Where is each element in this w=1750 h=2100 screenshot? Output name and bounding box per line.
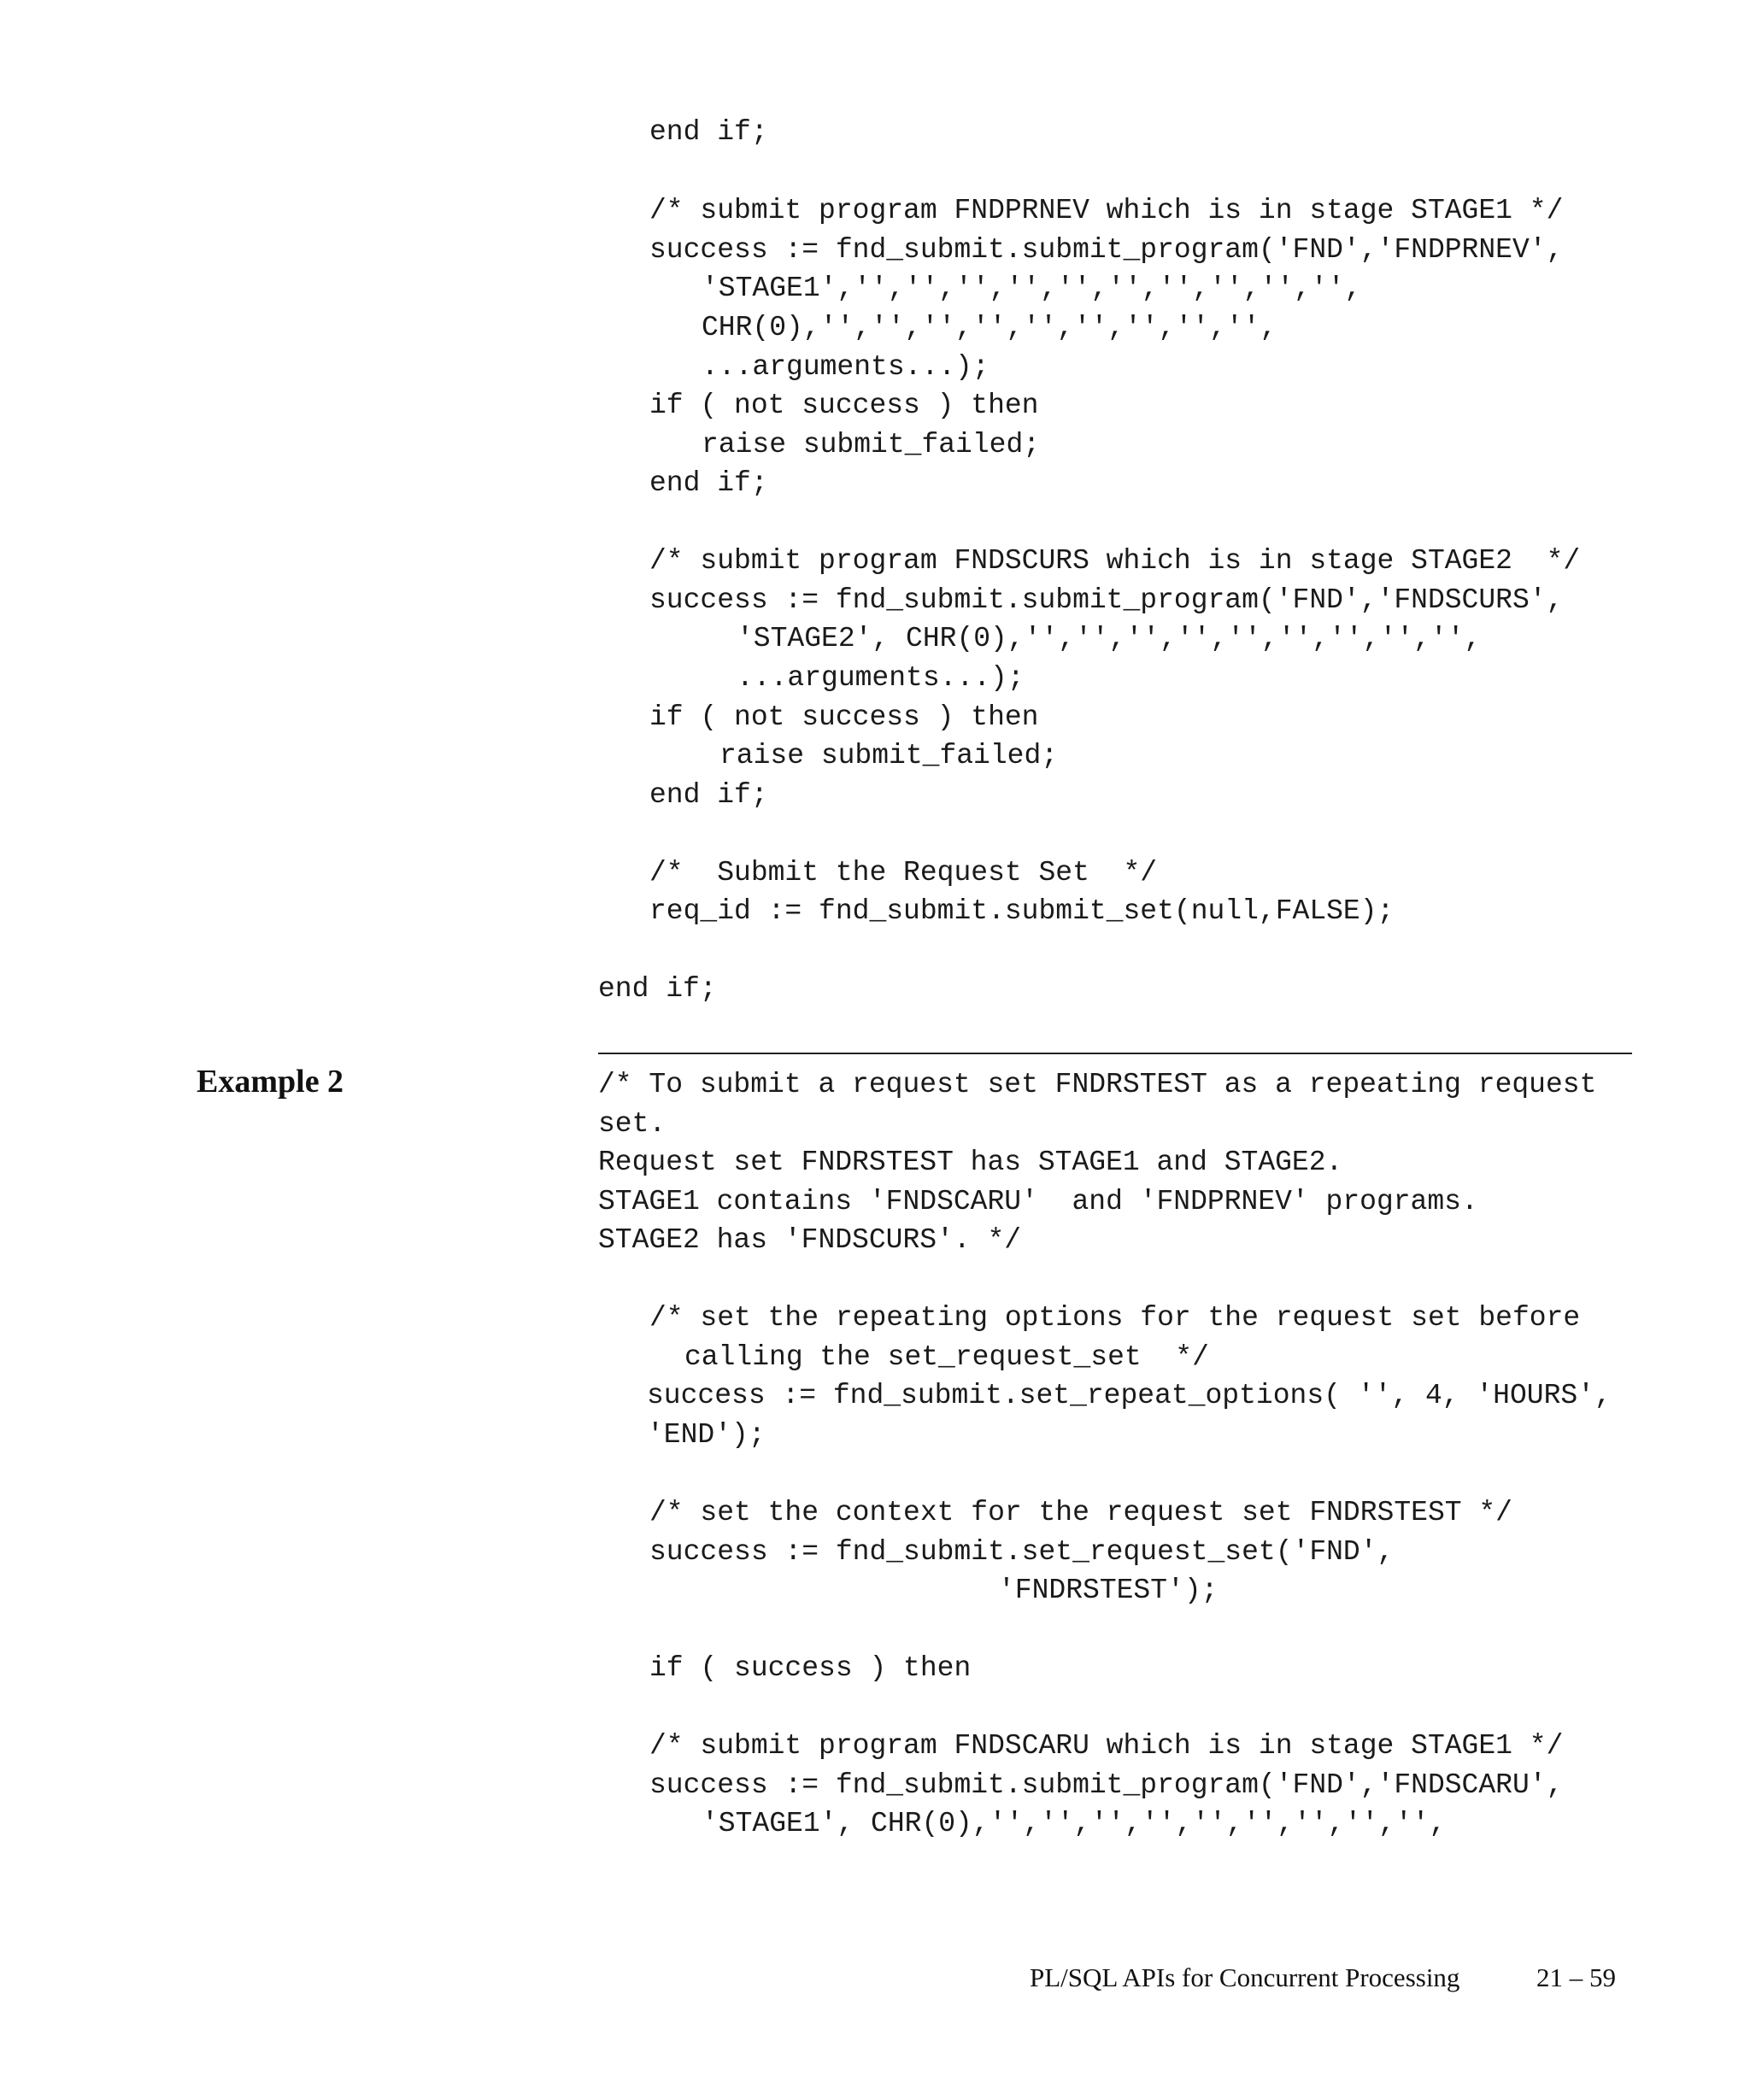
code-line: success := fnd_submit.set_request_set('FND', <box>649 1536 1395 1568</box>
code-line: STAGE1 contains 'FNDSCARU' and 'FNDPRNEV' programs. <box>598 1186 1478 1217</box>
code-line: 'STAGE2', CHR(0),'','','','','','','','','', <box>737 623 1482 654</box>
code-line: success := fnd_submit.submit_program('FND','FNDSCURS', <box>649 584 1564 616</box>
page-number: 21 – 59 <box>1536 1962 1616 1992</box>
code-line: set. <box>598 1108 667 1140</box>
code-line: if ( success ) then <box>649 1652 972 1684</box>
code-line: ...arguments...); <box>702 351 990 383</box>
code-line: success := fnd_submit.set_repeat_options( '', 4, 'HOURS', <box>647 1380 1612 1411</box>
code-line: 'STAGE1','','','','','','','','','','', <box>702 273 1362 304</box>
section-heading: Example 2 <box>197 1064 344 1100</box>
code-line: 'FNDRSTEST'); <box>998 1575 1219 1606</box>
code-line: end if; <box>649 779 768 811</box>
code-line: raise submit_failed; <box>702 429 1041 460</box>
code-line: if ( not success ) then <box>649 701 1039 733</box>
code-line: success := fnd_submit.submit_program('FND','FNDSCARU', <box>649 1769 1564 1801</box>
code-line: success := fnd_submit.submit_program('FND','FNDPRNEV', <box>649 234 1564 266</box>
code-line: end if; <box>649 116 768 148</box>
code-line: /* submit program FNDSCARU which is in stage STAGE1 */ <box>649 1730 1564 1762</box>
code-line: /* submit program FNDPRNEV which is in stage STAGE1 */ <box>649 195 1564 226</box>
code-line: if ( not success ) then <box>649 390 1039 421</box>
code-line: end if; <box>649 467 768 499</box>
code-line: end if; <box>598 973 717 1005</box>
code-line: Request set FNDRSTEST has STAGE1 and STAGE2. <box>598 1147 1343 1178</box>
code-line: CHR(0),'','','','','','','','','', <box>702 312 1277 343</box>
code-line: STAGE2 has 'FNDSCURS'. */ <box>598 1224 1022 1256</box>
code-line: /* Submit the Request Set */ <box>649 857 1158 889</box>
code-line: ...arguments...); <box>737 662 1025 694</box>
footer-title: PL/SQL APIs for Concurrent Processing <box>1030 1962 1460 1992</box>
code-line: 'STAGE1', CHR(0),'','','','','','','','','', <box>702 1808 1447 1839</box>
section-divider <box>598 1053 1632 1054</box>
code-line: /* set the context for the request set FNDRSTEST */ <box>649 1497 1512 1528</box>
code-line: raise submit_failed; <box>719 740 1059 771</box>
code-line: /* To submit a request set FNDRSTEST as a repeating request <box>598 1069 1597 1100</box>
code-line: req_id := fnd_submit.submit_set(null,FALSE); <box>649 895 1395 927</box>
code-line: /* set the repeating options for the request set before <box>649 1302 1581 1334</box>
code-line: calling the set_request_set */ <box>684 1341 1209 1373</box>
code-line: /* submit program FNDSCURS which is in stage STAGE2 */ <box>649 545 1581 577</box>
code-line: 'END'); <box>647 1419 766 1451</box>
